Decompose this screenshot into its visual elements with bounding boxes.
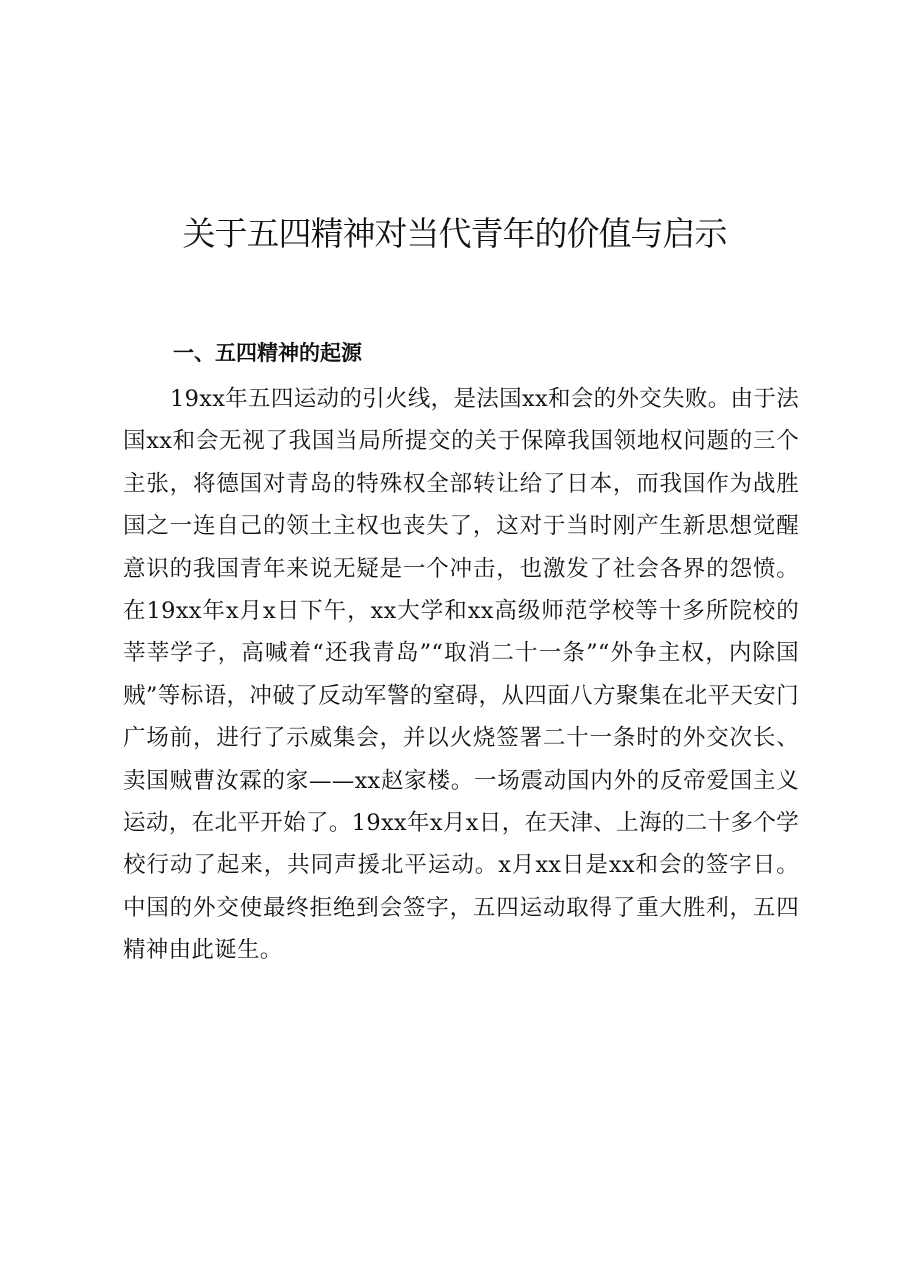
body-paragraph: 19xx年五四运动的引火线，是法国xx和会的外交失败。由于法国xx和会无视了我国当局所提交的关于保障我国领地权问题的三个主张，将德国对青岛的特殊权全部转让给了日本，而我国作为战胜国之一连自己的领土主权也丧失了，这对于当时刚产生新思想觉醒意识的我国青年来说无疑是一个冲击，也激发了社会各界的怨愤。在19xx年x月x日下午，xx大学和xx高级师范学校等十多所院校的莘莘学子，高喊着“还我青岛”“取消二十一条”“外争主权，内除国贼”等标语，冲破了反动军警的窒碍，从四面八方聚集在北平天安门广场前，进行了示威集会，并以火烧签署二十一条时的外交次长、卖国贼曹汝霖的家——xx赵家楼。一场震动国内外的反帝爱国主义运动，在北平开始了。19xx年x月x日，在天津、上海的二十多个学校行动了起来，共同声援北平运动。x月xx日是xx和会的签字日。中国的外交使最终拒绝到会签字，五四运动取得了重大胜利，五四精神由此诞生。 [123,386,799,964]
document-title: 关于五四精神对当代青年的价值与启示 [182,214,727,253]
section-heading: 一、五四精神的起源 [173,341,362,365]
